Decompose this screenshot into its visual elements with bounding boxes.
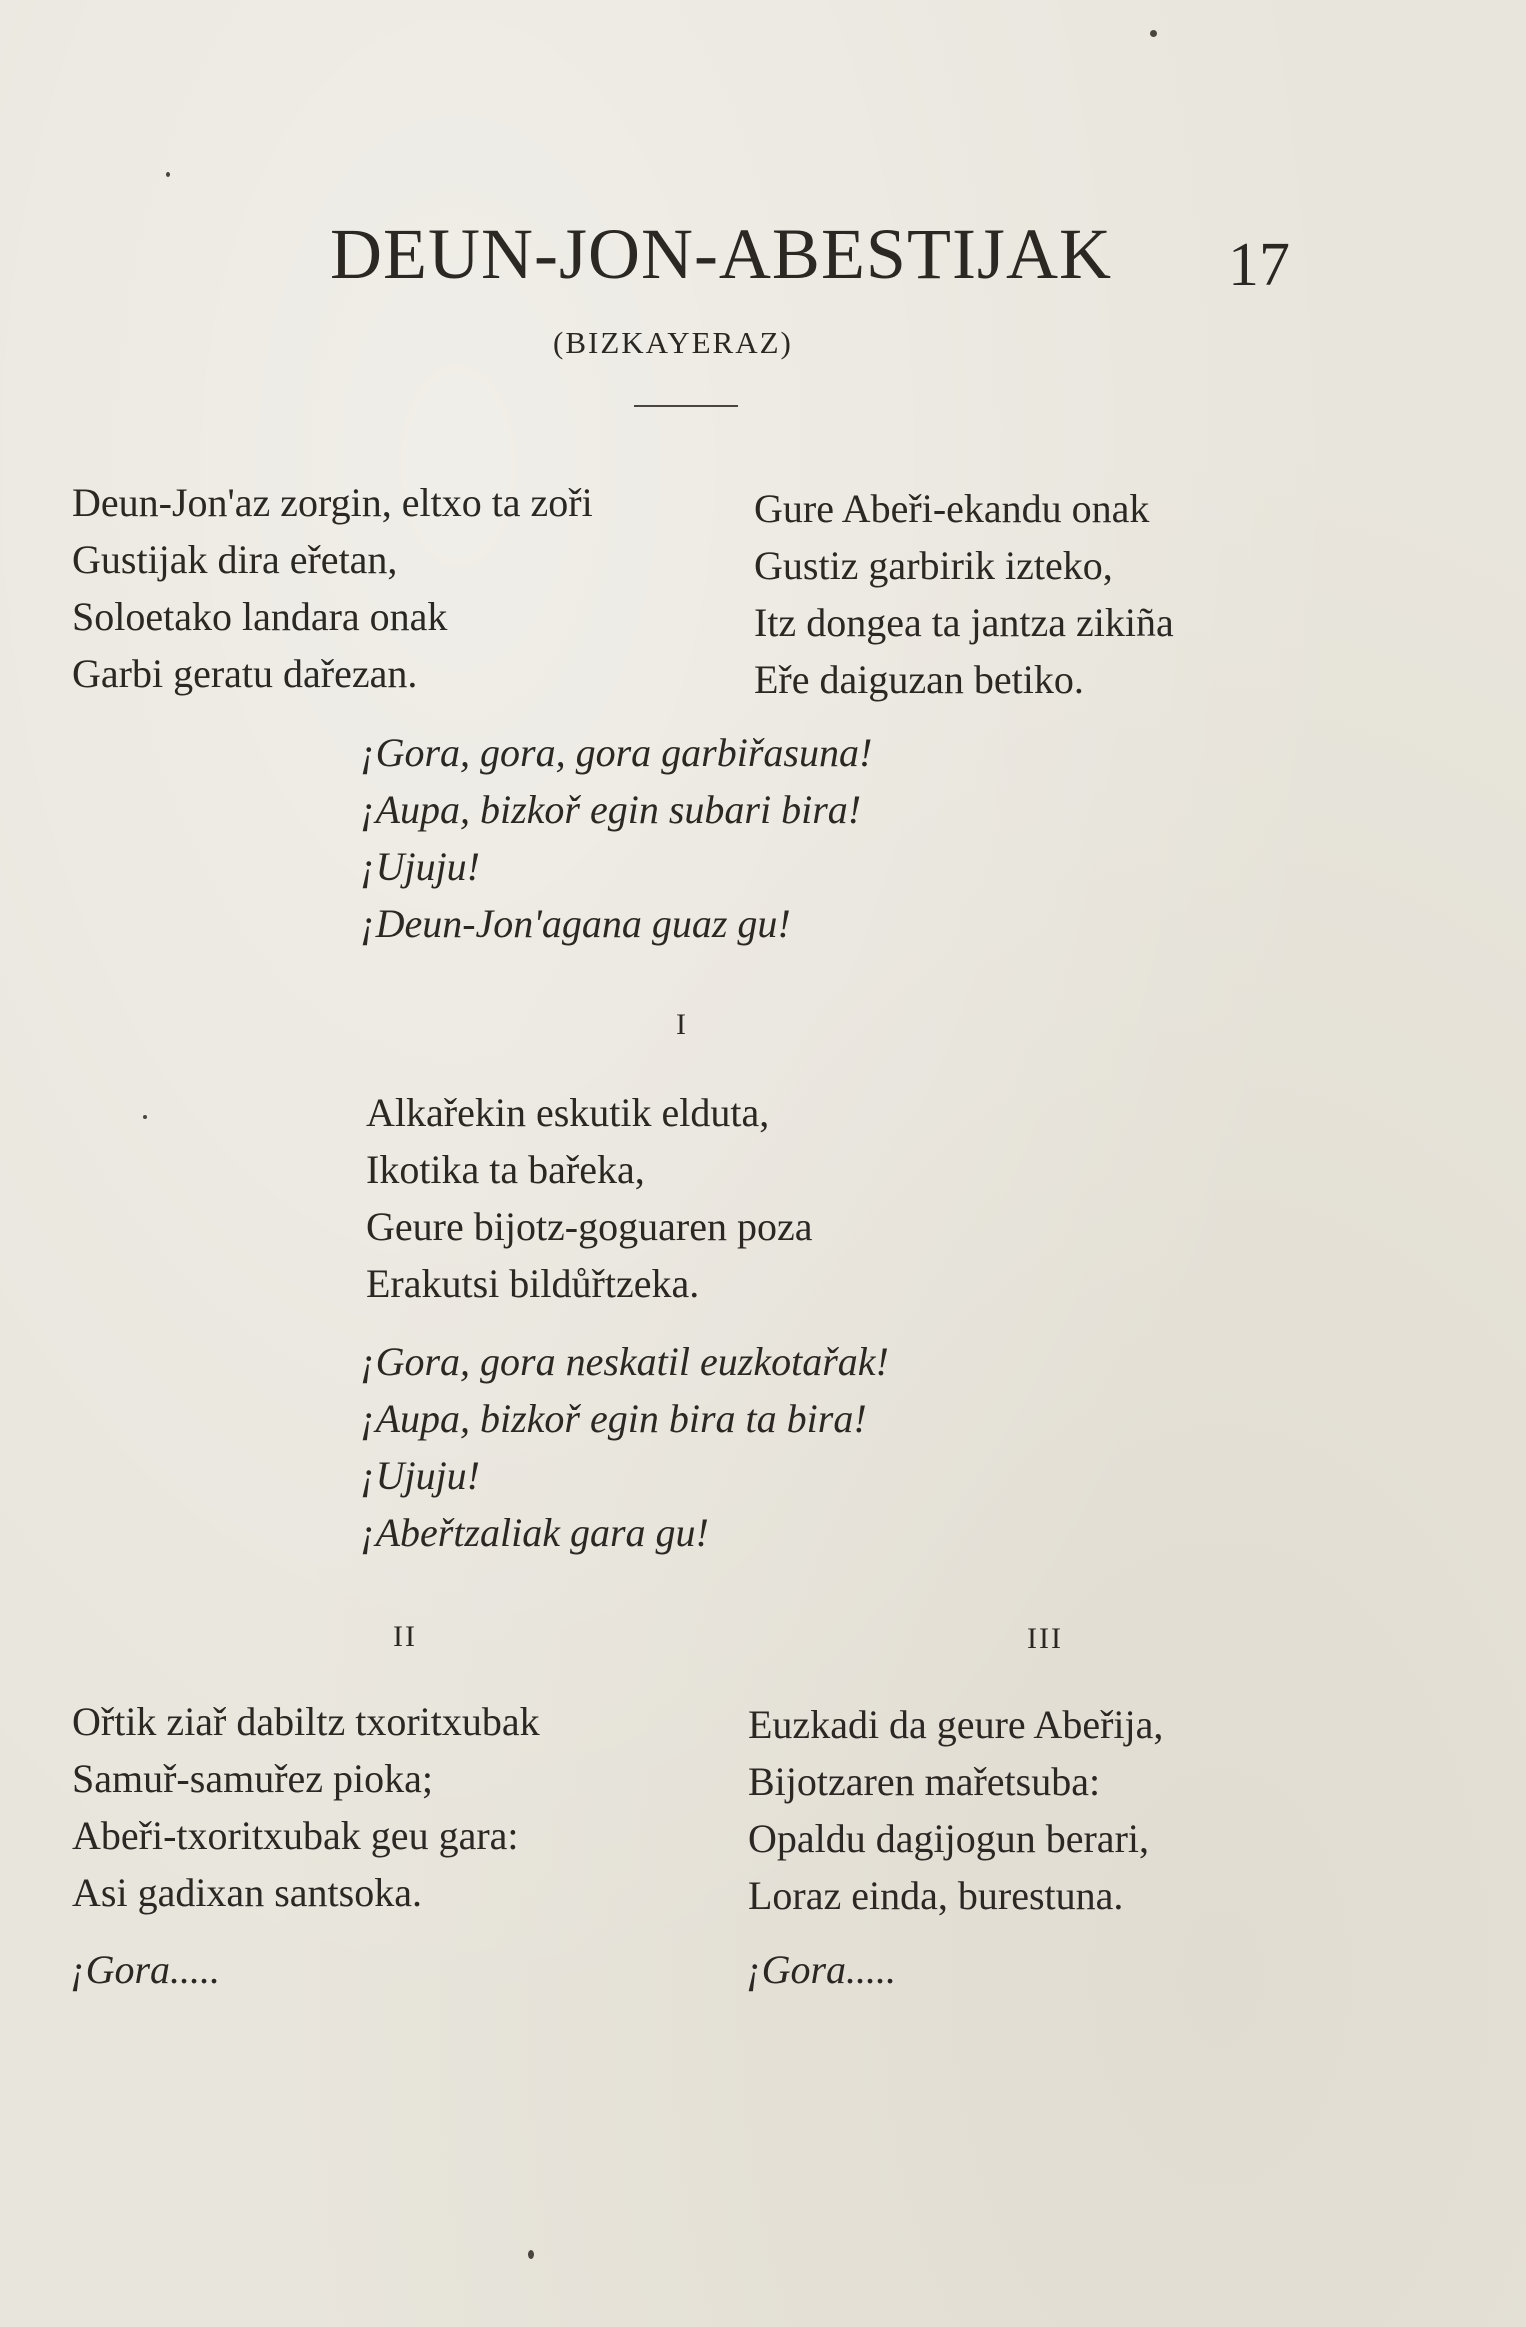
section-2-stanza	[72, 1693, 540, 1921]
section-numeral-2: II	[393, 1620, 417, 1653]
section-numeral-1: I	[676, 1008, 688, 1041]
refrain-line: ¡Gora, gora, gora garbiřasuna!	[360, 730, 873, 775]
section-numeral-3: III	[1027, 1622, 1063, 1655]
intro-right-stanza	[754, 480, 1174, 708]
page-number: 17	[1228, 231, 1290, 299]
title-rule	[634, 405, 738, 407]
verse-line: Bijotzaren mařetsuba:	[748, 1759, 1101, 1804]
refrain-cue-3: ¡Gora.....	[746, 1947, 897, 1992]
refrain-line: ¡Aupa, bizkoř egin bira ta bira!	[360, 1396, 867, 1441]
paper-speck	[166, 172, 170, 177]
refrain-line: ¡Abeřtzaliak gara gu!	[360, 1510, 709, 1555]
verse-line: Itz dongea ta jantza zikiña	[754, 600, 1174, 645]
section-1-stanza	[366, 1084, 812, 1312]
refrain-line: ¡Ujuju!	[360, 1453, 480, 1498]
verse-line: Asi gadixan santsoka.	[72, 1870, 422, 1915]
verse-line: Gure Abeři-ekandu onak	[754, 486, 1150, 531]
verse-line: Abeři-txoritxubak geu gara:	[72, 1813, 519, 1858]
refrain-line: ¡Ujuju!	[360, 844, 480, 889]
verse-line: Deun-Jon'az zorgin, eltxo ta zoři	[72, 480, 593, 525]
paper-speck	[143, 1115, 147, 1119]
refrain-1	[360, 724, 872, 952]
verse-line: Garbi geratu dařezan.	[72, 651, 418, 696]
verse-line: Geure bijotz-goguaren poza	[366, 1204, 813, 1249]
verse-line: Samuř-samuřez pioka;	[72, 1756, 433, 1801]
verse-line: Euzkadi da geure Abeřija,	[748, 1702, 1164, 1747]
page-subtitle: (BIZKAYERAZ)	[553, 325, 793, 360]
verse-line: Eře daiguzan betiko.	[754, 657, 1084, 702]
verse-line: Erakutsi bildůřtzeka.	[366, 1261, 700, 1306]
verse-line: Gustiz garbirik izteko,	[754, 543, 1113, 588]
verse-line: Opaldu dagijogun berari,	[748, 1816, 1149, 1861]
section-3-stanza	[748, 1696, 1163, 1924]
verse-line: Alkařekin eskutik elduta,	[366, 1090, 770, 1135]
page-title: DEUN-JON-ABESTIJAK	[330, 214, 1112, 294]
intro-left-stanza	[72, 474, 593, 702]
verse-line: Ořtik ziař dabiltz txoritxubak	[72, 1699, 540, 1744]
refrain-line: ¡Deun-Jon'agana guaz gu!	[360, 901, 791, 946]
paper-speck	[528, 2250, 534, 2259]
refrain-2	[360, 1333, 889, 1561]
refrain-line: ¡Aupa, bizkoř egin subari bira!	[360, 787, 862, 832]
verse-line: Ikotika ta bařeka,	[366, 1147, 645, 1192]
refrain-cue-2: ¡Gora.....	[70, 1947, 221, 1992]
refrain-line: ¡Gora, gora neskatil euzkotařak!	[360, 1339, 889, 1384]
verse-line: Gustijak dira eřetan,	[72, 537, 398, 582]
verse-line: Soloetako landara onak	[72, 594, 448, 639]
paper-speck	[1150, 30, 1157, 37]
verse-line: Loraz einda, burestuna.	[748, 1873, 1124, 1918]
